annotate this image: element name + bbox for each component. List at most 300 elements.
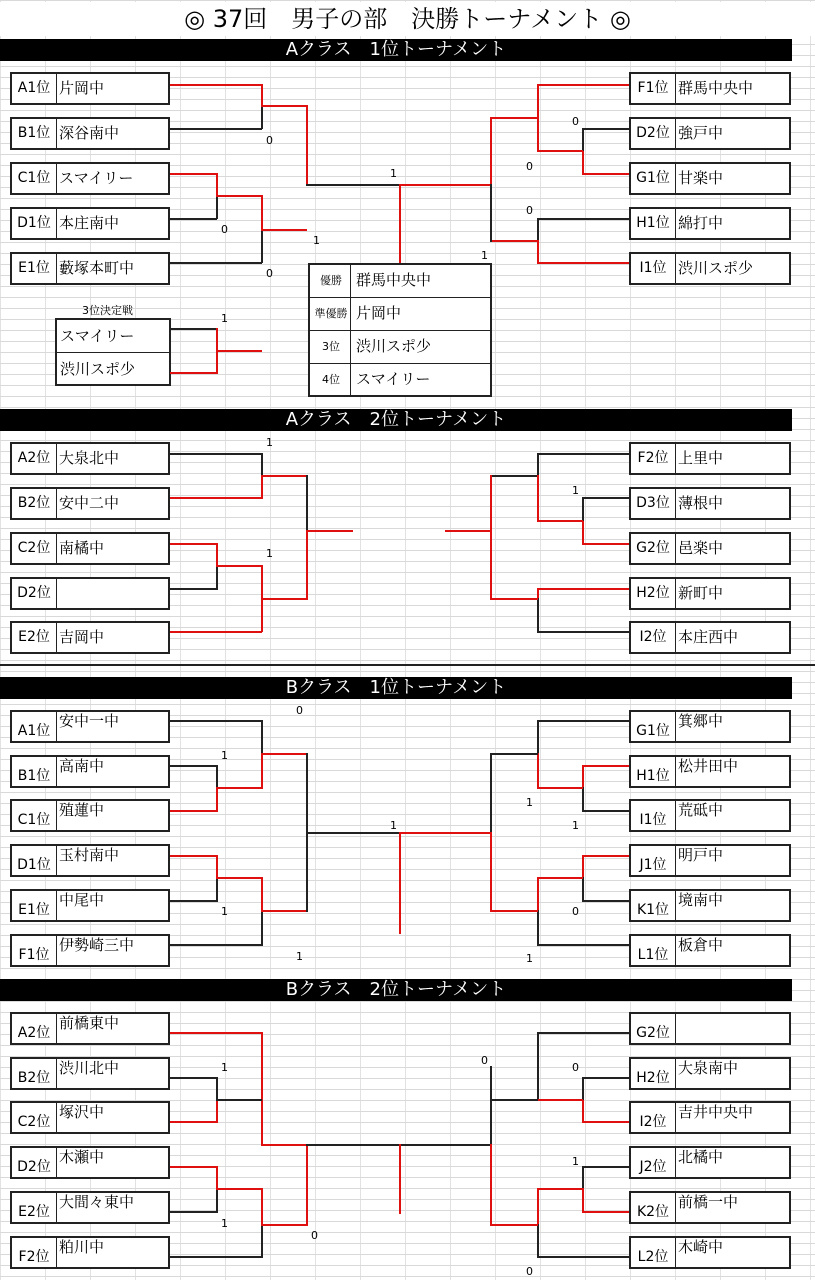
team-position: D2位 — [631, 119, 676, 148]
bracket-line — [216, 877, 218, 902]
bracket-line — [170, 328, 217, 330]
result-label: 準優勝 — [314, 307, 348, 320]
score-label: 0 — [526, 160, 533, 173]
team-position: A2位 — [12, 1014, 57, 1043]
team-name: 松井田中 — [678, 757, 739, 775]
bracket-line — [583, 128, 629, 130]
score-label: 1 — [572, 819, 579, 832]
team-a2-right-1 — [629, 442, 791, 475]
score-label: 0 — [572, 905, 579, 918]
team-position: H2位 — [631, 1059, 676, 1088]
team-name: 箕郷中 — [678, 712, 724, 730]
bracket-line — [216, 173, 218, 196]
team-position: J2位 — [631, 1148, 676, 1177]
team-name: 本庄南中 — [59, 214, 120, 232]
team-position: H2位 — [631, 579, 676, 608]
score-label: 1 — [572, 484, 579, 497]
team-name: 境南中 — [678, 891, 724, 909]
team-a2-right-3 — [629, 532, 791, 565]
bracket-line — [306, 1144, 308, 1226]
bracket-line — [306, 832, 400, 834]
bracket-line — [537, 787, 583, 789]
team-position: H1位 — [631, 757, 676, 786]
score-label: 0 — [266, 134, 273, 147]
team-a1-left-4 — [10, 207, 170, 240]
team-b2-left-6 — [10, 1236, 170, 1269]
score-label: 0 — [572, 1061, 579, 1074]
result-row — [310, 331, 490, 364]
bracket-line — [261, 720, 263, 754]
bracket-line — [216, 855, 218, 878]
bracket-line — [216, 195, 218, 219]
bracket-line — [261, 229, 263, 263]
bracket-line — [306, 105, 308, 185]
team-position: G1位 — [631, 164, 676, 193]
bracket-line — [306, 832, 308, 912]
team-name: 木瀬中 — [59, 1148, 105, 1166]
bracket-line — [261, 1224, 263, 1258]
third-place-row — [57, 320, 169, 353]
bracket-line — [582, 128, 584, 151]
bracket-line — [399, 1144, 491, 1146]
bracket-line — [399, 832, 491, 834]
result-divider — [350, 263, 351, 397]
team-position: C1位 — [12, 164, 57, 193]
team-b2-right-4 — [629, 1146, 791, 1179]
score-label: 1 — [221, 1217, 228, 1230]
bracket-line — [490, 753, 492, 833]
team-b2-right-6 — [629, 1236, 791, 1269]
team-position: D3位 — [631, 489, 676, 518]
team-a1-right-1 — [629, 72, 791, 105]
bracket-line — [261, 475, 307, 477]
bracket-line — [170, 1077, 217, 1079]
team-position: F1位 — [631, 74, 676, 103]
team-name: 渋川スポ少 — [678, 259, 754, 277]
bracket-line — [537, 475, 539, 522]
bracket-line — [490, 832, 492, 912]
result-team: 片岡中 — [356, 304, 402, 322]
bracket-line — [170, 855, 217, 857]
team-name: 明戸中 — [678, 846, 724, 864]
bracket-line — [582, 1166, 584, 1189]
bracket-line — [583, 900, 629, 902]
bracket-line — [582, 1188, 584, 1213]
team-position: B2位 — [12, 1059, 57, 1088]
bracket-line — [261, 753, 307, 755]
bracket-line — [170, 543, 217, 545]
team-a2-left-4 — [10, 577, 170, 610]
team-position: D2位 — [12, 579, 57, 608]
bracket-line — [261, 753, 263, 789]
bracket-line — [491, 1099, 538, 1101]
team-name: 大泉北中 — [59, 449, 120, 467]
bracket-line — [170, 944, 262, 946]
team-name: 片岡中 — [59, 79, 105, 97]
section-header-b1: Bクラス 1位トーナメント — [0, 677, 792, 699]
bracket-line — [216, 565, 262, 567]
bracket-line — [306, 530, 353, 532]
bracket-line — [170, 765, 217, 767]
bracket-line — [583, 1077, 629, 1079]
team-b1-right-3 — [629, 799, 791, 832]
team-a1-left-1 — [10, 72, 170, 105]
bracket-line — [170, 631, 262, 633]
bracket-line — [582, 150, 584, 175]
team-name: スマイリー — [59, 169, 134, 187]
bracket-line — [170, 1256, 262, 1258]
result-team: 渋川スポ少 — [356, 337, 432, 355]
bracket-line — [216, 787, 262, 789]
team-position: D2位 — [12, 1148, 57, 1177]
score-label: 1 — [221, 905, 228, 918]
team-position: D1位 — [12, 846, 57, 875]
bracket-line — [537, 598, 539, 633]
third-place-label: 3位決定戦 — [82, 304, 133, 317]
bracket-line — [537, 877, 539, 912]
team-position: I2位 — [631, 1103, 676, 1132]
team-position: F2位 — [631, 444, 676, 473]
bracket-line — [537, 1032, 629, 1034]
team-position: D1位 — [12, 209, 57, 238]
team-position: C2位 — [12, 1103, 57, 1132]
team-name: 吉岡中 — [59, 628, 105, 646]
bracket-line — [583, 810, 629, 812]
team-b1-left-6 — [10, 934, 170, 967]
bracket-line — [261, 84, 263, 106]
team-name: 甘楽中 — [678, 169, 724, 187]
bracket-line — [261, 105, 263, 129]
bracket-line — [216, 765, 218, 788]
bracket-line — [537, 1099, 583, 1101]
bracket-line — [216, 543, 218, 566]
result-label: 優勝 — [320, 274, 342, 287]
bracket-line — [537, 720, 629, 722]
team-position: A1位 — [12, 712, 57, 741]
third-place-box — [55, 318, 171, 386]
team-name: 塚沢中 — [59, 1103, 105, 1121]
team-position: K2位 — [631, 1193, 676, 1222]
bracket-line — [490, 117, 492, 185]
team-name: 群馬中央中 — [678, 79, 754, 97]
bracket-line — [170, 128, 262, 130]
team-name: 薄根中 — [678, 494, 724, 512]
section-divider — [0, 664, 815, 666]
score-label: 1 — [221, 312, 228, 325]
bracket-line — [399, 184, 401, 264]
team-b1-right-6 — [629, 934, 791, 967]
bracket-line — [170, 453, 262, 455]
bracket-line — [306, 753, 308, 833]
team-b2-right-5 — [629, 1191, 791, 1224]
team-name: 中尾中 — [59, 891, 105, 909]
bracket-line — [216, 565, 218, 590]
bracket-line — [583, 1211, 629, 1213]
bracket-line — [490, 475, 492, 532]
bracket-line — [170, 1211, 217, 1213]
team-b2-left-4 — [10, 1146, 170, 1179]
bracket-line — [537, 1256, 629, 1258]
bracket-line — [537, 944, 629, 946]
bracket-line — [170, 588, 217, 590]
team-name: 大泉南中 — [678, 1059, 739, 1077]
team-a2-left-1 — [10, 442, 170, 475]
team-name: 安中一中 — [59, 712, 120, 730]
bracket-line — [537, 1224, 539, 1258]
bracket-line — [537, 84, 539, 118]
team-a2-left-5 — [10, 621, 170, 654]
bracket-line — [261, 1224, 307, 1226]
bracket-line — [170, 1166, 217, 1168]
bracket-line — [216, 1099, 218, 1123]
team-name: 邑楽中 — [678, 539, 724, 557]
bracket-line — [216, 1188, 262, 1190]
team-a1-left-2 — [10, 117, 170, 150]
score-label: 0 — [481, 1054, 488, 1067]
team-name: 殖蓮中 — [59, 801, 105, 819]
bracket-line — [490, 1066, 492, 1146]
bracket-line — [582, 855, 584, 878]
team-name: 渋川北中 — [59, 1059, 120, 1077]
result-row — [310, 364, 490, 395]
team-name: 前橋一中 — [678, 1193, 739, 1211]
bracket-line — [537, 1188, 583, 1190]
team-b2-left-2 — [10, 1057, 170, 1090]
bracket-line — [170, 218, 217, 220]
team-name: 粕川中 — [59, 1238, 105, 1256]
bracket-line — [537, 753, 539, 789]
score-label: 1 — [221, 1061, 228, 1074]
bracket-line — [582, 1099, 584, 1123]
team-name: 本庄西中 — [678, 628, 739, 646]
score-label: 1 — [390, 167, 397, 180]
team-name: 藪塚本町中 — [59, 259, 135, 277]
team-name: 板倉中 — [678, 936, 724, 954]
third-place-team: 渋川スポ少 — [60, 360, 136, 378]
team-position: G2位 — [631, 534, 676, 563]
team-b1-left-1 — [10, 710, 170, 743]
team-b1-left-5 — [10, 889, 170, 922]
team-name: 木崎中 — [678, 1238, 724, 1256]
team-position: K1位 — [631, 891, 676, 920]
bracket-line — [537, 1032, 539, 1100]
team-name: 吉井中央中 — [678, 1103, 754, 1121]
score-label: 1 — [313, 234, 320, 247]
team-a2-left-3 — [10, 532, 170, 565]
score-label: 1 — [266, 547, 273, 560]
bracket-line — [216, 787, 218, 812]
team-name: 南橘中 — [59, 539, 105, 557]
bracket-line — [491, 910, 538, 912]
bracket-line — [537, 453, 539, 476]
bracket-line — [582, 520, 584, 545]
result-team: 群馬中央中 — [356, 271, 432, 289]
section-header-a2: Aクラス 2位トーナメント — [0, 409, 792, 431]
bracket-line — [583, 497, 629, 499]
bracket-line — [582, 1077, 584, 1100]
bracket-line — [537, 588, 629, 590]
team-position: E1位 — [12, 891, 57, 920]
third-place-team: スマイリー — [60, 327, 135, 345]
bracket-line — [537, 631, 629, 633]
bracket-line — [537, 453, 629, 455]
team-b1-left-4 — [10, 844, 170, 877]
section-header-a1: Aクラス 1位トーナメント — [0, 39, 792, 61]
team-name: 綿打中 — [678, 214, 724, 232]
score-label: 0 — [311, 1229, 318, 1242]
bracket-line — [491, 753, 538, 755]
bracket-line — [491, 117, 538, 119]
team-position: L1位 — [631, 936, 676, 965]
team-name: 大間々東中 — [59, 1193, 135, 1211]
team-position: I1位 — [631, 254, 676, 283]
team-a1-right-3 — [629, 162, 791, 195]
team-name: 荒砥中 — [678, 801, 724, 819]
team-name: 前橋東中 — [59, 1014, 120, 1032]
team-position: A2位 — [12, 444, 57, 473]
bracket-line — [170, 372, 217, 374]
bracket-line — [170, 262, 262, 264]
bracket-line — [399, 184, 491, 186]
third-place-row — [57, 353, 169, 386]
team-position: E2位 — [12, 1193, 57, 1222]
bracket-line — [490, 530, 492, 600]
bracket-line — [445, 530, 492, 532]
bracket-line — [170, 1121, 217, 1123]
bracket-line — [216, 1188, 218, 1213]
score-label: 1 — [481, 249, 488, 262]
team-position: F1位 — [12, 936, 57, 965]
team-a2-right-2 — [629, 487, 791, 520]
bracket-line — [537, 720, 539, 754]
score-label: 0 — [221, 223, 228, 236]
bracket-line — [537, 84, 629, 86]
score-label: 1 — [296, 950, 303, 963]
team-a1-left-5 — [10, 252, 170, 285]
score-label: 1 — [266, 436, 273, 449]
bracket-line — [583, 1166, 629, 1168]
section-header-b2: Bクラス 2位トーナメント — [0, 979, 792, 1001]
bracket-line — [216, 195, 262, 197]
team-name: 上里中 — [678, 449, 724, 467]
final-results-table — [308, 263, 492, 397]
team-position: E1位 — [12, 254, 57, 283]
team-a1-right-5 — [629, 252, 791, 285]
bracket-line — [537, 520, 583, 522]
team-name: 強戸中 — [678, 124, 724, 142]
result-team: スマイリー — [356, 370, 431, 388]
score-label: 1 — [572, 1155, 579, 1168]
bracket-line — [491, 598, 538, 600]
bracket-line — [537, 262, 629, 264]
bracket-line — [491, 1224, 538, 1226]
team-a2-left-2 — [10, 487, 170, 520]
bracket-line — [170, 84, 262, 86]
team-position: C2位 — [12, 534, 57, 563]
bracket-line — [537, 150, 583, 152]
bracket-line — [399, 832, 401, 934]
team-position: G1位 — [631, 712, 676, 741]
score-label: 0 — [296, 704, 303, 717]
bracket-line — [261, 1188, 263, 1224]
bracket-line — [491, 475, 538, 477]
bracket-line — [261, 1032, 263, 1144]
bracket-line — [537, 240, 539, 264]
bracket-line — [306, 1144, 400, 1146]
score-label: 1 — [526, 952, 533, 965]
bracket-line — [537, 117, 539, 152]
bracket-line — [537, 218, 539, 240]
score-label: 0 — [572, 115, 579, 128]
bracket-line — [582, 877, 584, 902]
team-position: B1位 — [12, 757, 57, 786]
team-b2-left-5 — [10, 1191, 170, 1224]
result-label: 3位 — [322, 340, 340, 353]
team-a1-left-3 — [10, 162, 170, 195]
bracket-line — [216, 1166, 218, 1189]
bracket-line — [170, 497, 262, 499]
result-label: 4位 — [322, 373, 340, 386]
team-position: I1位 — [631, 801, 676, 830]
score-label: 0 — [526, 204, 533, 217]
bracket-line — [170, 720, 262, 722]
page-title: ◎ 37回 男子の部 決勝トーナメント ◎ — [0, 2, 815, 36]
team-name: 深谷南中 — [59, 124, 120, 142]
team-position: C1位 — [12, 801, 57, 830]
bracket-line — [216, 350, 262, 352]
result-row — [310, 298, 490, 331]
score-label: 0 — [526, 1265, 533, 1278]
bracket-line — [537, 218, 629, 220]
bracket-line — [261, 195, 263, 229]
bracket-line — [583, 855, 629, 857]
bracket-line — [537, 877, 583, 879]
team-position: G2位 — [631, 1014, 676, 1043]
team-a2-right-4 — [629, 577, 791, 610]
bracket-line — [261, 475, 263, 499]
bracket-line — [261, 598, 307, 600]
score-label: 1 — [221, 749, 228, 762]
bracket-line — [582, 787, 584, 812]
bracket-line — [261, 229, 307, 231]
team-a1-right-2 — [629, 117, 791, 150]
bracket-line — [582, 765, 584, 788]
bracket-line — [537, 910, 539, 946]
bracket-line — [306, 184, 400, 186]
team-name: 新町中 — [678, 584, 724, 602]
score-label: 0 — [266, 267, 273, 280]
bracket-line — [170, 173, 217, 175]
bracket-line — [216, 877, 262, 879]
bracket-line — [306, 475, 308, 531]
bracket-line — [582, 497, 584, 521]
bracket-line — [306, 530, 308, 600]
bracket-line — [490, 1144, 492, 1226]
result-row — [310, 265, 490, 298]
bracket-line — [261, 910, 307, 912]
team-position: J1位 — [631, 846, 676, 875]
bracket-line — [583, 765, 629, 767]
bracket-line — [491, 240, 538, 242]
bracket-line — [216, 1077, 218, 1100]
team-position: I2位 — [631, 623, 676, 652]
team-b1-left-3 — [10, 799, 170, 832]
team-position: E2位 — [12, 623, 57, 652]
team-b1-right-4 — [629, 844, 791, 877]
team-b1-right-2 — [629, 755, 791, 788]
team-b1-left-2 — [10, 755, 170, 788]
bracket-line — [170, 900, 217, 902]
